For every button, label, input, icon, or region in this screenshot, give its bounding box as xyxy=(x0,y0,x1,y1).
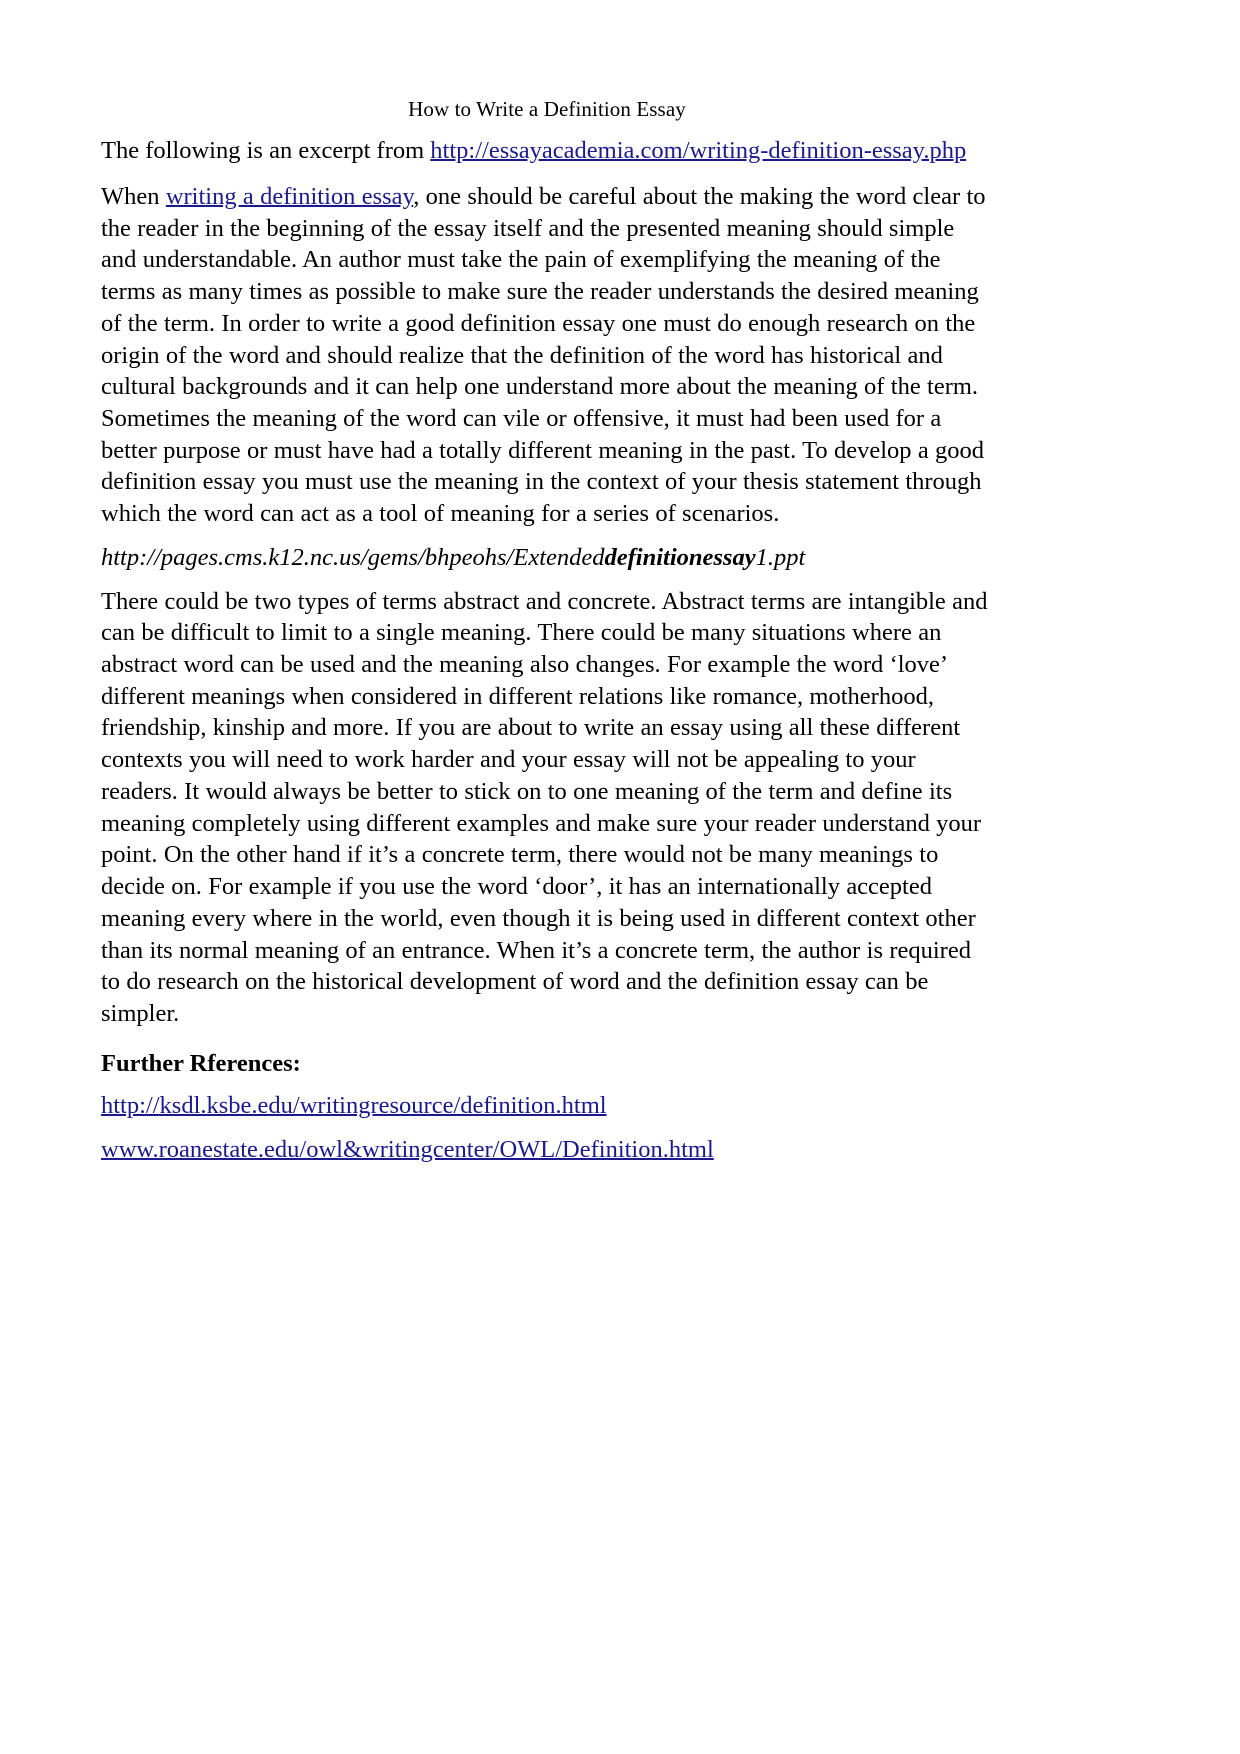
source-excerpt-link[interactable]: http://essayacademia.com/writing-definition-essay.php xyxy=(430,137,967,165)
paragraph-two: There could be two types of terms abstract and concrete. Abstract terms are intangible and can be difficult to limit to a single meaning. There could be many situations where an abstract word can be used and the meaning also changes. For example the word ‘love’ different meanings when considered in different relations like romance, motherhood, friendship, kinship and more. If you are about to write an essay using all these different contexts you will need to work harder and your essay will not be appealing to your readers. It would always be better to stick on to one meaning of the term and define its meaning completely using different examples and make sure your reader understand your point. On the other hand if it’s a concrete term, there would not be many meanings to decide on. For example if you use the word ‘door’, it has an internationally accepted meaning every where in the world, even though it is being used in different context other than its normal meaning of an entrance. When it’s a concrete term, the author is required to do research on the historical development of word and the definition essay can be simpler. xyxy=(101,587,988,1027)
paragraph-one-lead: When xyxy=(101,182,166,210)
document-content xyxy=(101,96,993,1178)
source-url-tail: 1.ppt xyxy=(755,543,806,571)
source-url-line xyxy=(101,542,993,574)
source-url-plain: http://pages.cms.k12.nc.us/gems/bhpeohs/Extended xyxy=(101,543,605,571)
source-url-bold: definitionessay xyxy=(604,543,756,571)
writing-definition-essay-link[interactable]: writing a definition essay xyxy=(165,182,414,210)
reference-link-2[interactable]: www.roanestate.edu/owl&writingcenter/OWL/Definition.html xyxy=(101,1136,714,1164)
reference-link-1[interactable]: http://ksdl.ksbe.edu/writingresource/definition.html xyxy=(101,1092,607,1120)
paragraph-one-body: , one should be careful about the making the word clear to the reader in the beginning of the essay itself and the presented meaning should simple and understandable. An author must take the pain of exemplifying the meaning of the terms as many times as possible to make sure the reader understands the desired meaning of the term. In order to write a good definition essay one must do enough research on the origin of the word and should realize that the definition of the word has historical and cultural backgrounds and it can help one understand more about the meaning of the term. Sometimes the meaning of the word can vile or offensive, it must had been used for a better purpose or must have had a totally different meaning in the past. To develop a good definition essay you must use the meaning in the context of your thesis statement through which the word can act as a tool of meaning for a series of scenarios. xyxy=(101,182,986,528)
intro-paragraph xyxy=(101,135,993,167)
reference-item xyxy=(101,1090,993,1122)
further-references-heading: Further Rferences: xyxy=(101,1049,301,1077)
page-title: How to Write a Definition Essay xyxy=(408,97,686,121)
intro-prefix-text: The following is an excerpt from xyxy=(101,137,431,165)
paragraph-one xyxy=(101,181,993,530)
reference-item xyxy=(101,1134,993,1166)
